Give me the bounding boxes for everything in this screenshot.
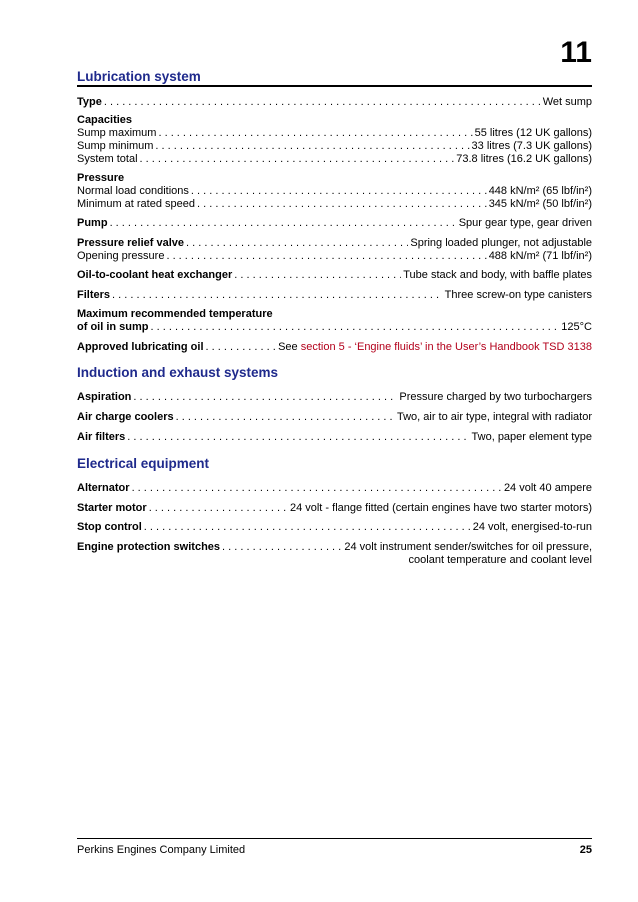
spec-value: 24 volt, energised-to-run [472,521,592,533]
spec-label: Type [77,96,102,108]
spec-value: 125°C [561,321,592,333]
leader-dots [206,341,277,354]
spec-label: Air filters [77,431,126,443]
spec-value: 448 kN/m² (65 lbf/in²) [488,185,592,197]
pressure-heading: Pressure [77,172,125,184]
spec-value: Two, paper element type [471,431,592,443]
leader-dots [149,502,288,515]
spec-label: Normal load conditions [77,185,189,197]
spec-value: Two, air to air type, integral with radiator [396,411,592,423]
max-temp-heading: Maximum recommended temperature [77,308,273,320]
spec-value: Wet sump [542,96,592,108]
capacities-heading: Capacities [77,114,133,126]
footer-rule [77,838,592,839]
spec-value: Spring loaded plunger, not adjustable [410,237,592,249]
spec-label: Sump minimum [77,140,154,152]
leader-dots [144,521,471,534]
leader-dots [104,96,541,109]
spec-row-opening-pressure [77,250,592,263]
spec-label: Filters [77,289,111,301]
spec-row-starter-motor [77,502,592,515]
spec-label: Pump [77,217,108,229]
spec-row-min-rated [77,198,592,211]
header-rule [77,85,592,87]
leader-dots [176,411,395,424]
spec-row-air-filters [77,431,592,444]
spec-label: Air charge coolers [77,411,174,423]
leader-dots [186,237,408,250]
spec-value: Tube stack and body, with baffle plates [403,269,592,281]
induction-section-title: Induction and exhaust systems [77,365,279,380]
spec-row-alternator [77,482,592,495]
spec-value-continuation: coolant temperature and coolant level [408,554,592,566]
spec-value [278,341,592,354]
spec-row-pump [77,217,592,230]
spec-label: of oil in sump [77,321,149,333]
spec-row-type [77,96,592,109]
spec-value: 24 volt instrument sender/switches for oil pressure, [344,541,592,553]
lubrication-section-title: Lubrication system [77,69,201,84]
leader-dots [140,153,455,166]
spec-label: Minimum at rated speed [77,198,195,210]
footer-company: Perkins Engines Company Limited [77,844,246,856]
leader-dots [155,140,469,153]
leader-dots [151,321,560,334]
spec-value: 73.8 litres (16.2 UK gallons) [456,153,592,165]
spec-value: 33 litres (7.3 UK gallons) [471,140,592,152]
spec-label: Aspiration [77,391,132,403]
handbook-reference-link[interactable]: section 5 - ‘Engine fluids’ in the User’s Handbook TSD 3138 [300,341,592,353]
spec-value: 55 litres (12 UK gallons) [474,127,592,139]
spec-row-air-coolers [77,411,592,424]
footer-page-number: 25 [579,844,592,856]
spec-value: Pressure charged by two turbochargers [399,391,592,403]
spec-row-aspiration [77,391,592,404]
spec-row-stop-control [77,521,592,534]
spec-row-filters [77,289,592,302]
leader-dots [191,185,487,198]
leader-dots [158,127,472,140]
spec-row-heat-exchanger [77,269,592,282]
spec-row-system-total [77,153,592,166]
spec-label: Sump maximum [77,127,157,139]
electrical-section-title: Electrical equipment [77,456,210,471]
spec-label: Pressure relief valve [77,237,185,249]
spec-value: Spur gear type, gear driven [458,217,592,229]
spec-row-protection-switches [77,541,592,554]
spec-label: Starter motor [77,502,147,514]
leader-dots [132,482,502,495]
spec-label: System total [77,153,138,165]
spec-value: 24 volt 40 ampere [503,482,592,494]
leader-dots [166,250,486,263]
leader-dots [197,198,487,211]
chapter-number: 11 [560,36,592,69]
spec-label: Stop control [77,521,142,533]
spec-label: Engine protection switches [77,541,221,553]
leader-dots [127,431,469,444]
spec-value: 24 volt - flange fitted (certain engines have two starter motors) [289,502,592,514]
spec-row-relief-valve [77,237,592,250]
leader-dots [112,289,443,302]
spec-label: Oil-to-coolant heat exchanger [77,269,233,281]
spec-value: 345 kN/m² (50 lbf/in²) [488,198,592,210]
leader-dots [133,391,397,404]
spec-label: Opening pressure [77,250,165,262]
spec-label: Alternator [77,482,130,494]
spec-row-max-temp [77,321,592,334]
leader-dots [222,541,342,554]
spec-row-normal-load [77,185,592,198]
spec-label: Approved lubricating oil [77,341,204,353]
spec-value: 488 kN/m² (71 lbf/in²) [488,250,592,262]
spec-row-sump-max [77,127,592,140]
spec-value: Three screw-on type canisters [444,289,592,301]
spec-row-approved-oil [77,341,592,354]
leader-dots [234,269,401,282]
see-prefix: See [278,341,301,353]
spec-row-sump-min [77,140,592,153]
leader-dots [110,217,457,230]
